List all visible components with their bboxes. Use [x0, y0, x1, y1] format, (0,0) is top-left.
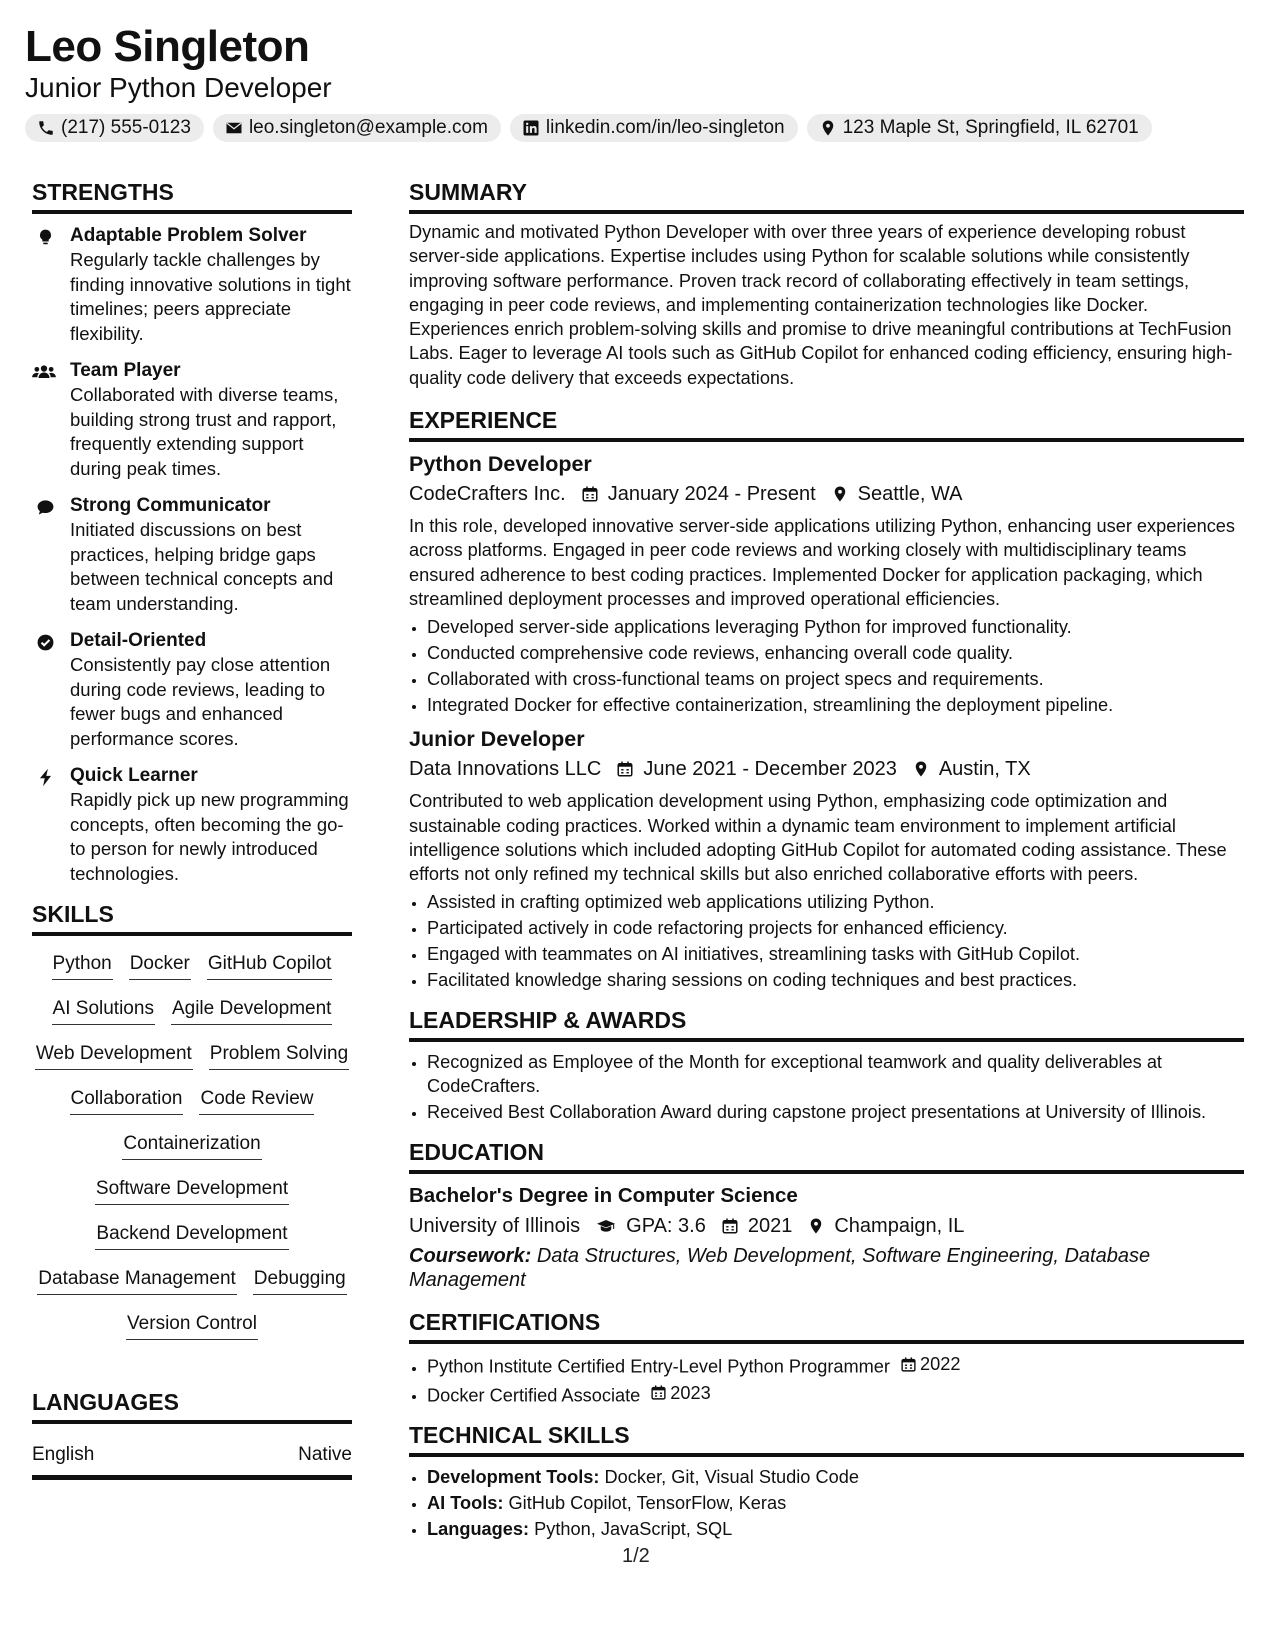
strength-title: Adaptable Problem Solver: [70, 225, 307, 246]
graduation-cap-icon: [595, 1217, 617, 1235]
skill-tag[interactable]: Agile Development: [171, 997, 332, 1025]
job-bullet: • Facilitated knowledge sharing sessions on coding techniques and best practices.: [427, 968, 1244, 992]
right-column: [409, 178, 1244, 1543]
location-pin-icon: [831, 485, 849, 503]
email-text: leo.singleton@example.com: [248, 117, 488, 138]
linkedin-contact[interactable]: [510, 114, 798, 142]
skill-tag[interactable]: Containerization: [122, 1132, 261, 1160]
award-item: • Recognized as Employee of the Month for exceptional teamwork and quality deliverables at CodeCrafters.: [427, 1050, 1244, 1098]
skill-tag[interactable]: Database Management: [37, 1267, 237, 1295]
cert-item: [427, 1381, 1244, 1408]
leadership-list: [409, 1050, 1244, 1124]
calendar-icon: [581, 485, 599, 503]
coursework-label: Coursework:: [409, 1245, 532, 1268]
location-pin-icon: [807, 1217, 825, 1235]
language-level: Native: [298, 1444, 352, 1465]
languages-heading: LANGUAGES: [32, 1388, 352, 1424]
skill-tag[interactable]: Code Review: [199, 1087, 314, 1115]
skill-tag[interactable]: Backend Development: [95, 1222, 288, 1250]
gpa: GPA: 3.6: [626, 1215, 706, 1238]
location-pin-icon: [912, 760, 930, 778]
job-entry: [409, 450, 1244, 717]
job-bullet: • Collaborated with cross-functional teams on project specs and requirements.: [427, 667, 1244, 691]
language-row: [32, 1444, 352, 1480]
address-contact[interactable]: [807, 114, 1152, 142]
calendar-icon: [721, 1217, 739, 1235]
tech-skill-label: Languages:: [427, 1519, 530, 1540]
job-bullet: • Conducted comprehensive code reviews, enhancing overall code quality.: [427, 641, 1244, 665]
page-number: 1/2: [622, 1545, 650, 1567]
skill-tag[interactable]: Collaboration: [70, 1087, 184, 1115]
phone-icon: [37, 119, 55, 137]
strength-title: Detail-Oriented: [70, 630, 207, 651]
skill-tag[interactable]: Version Control: [126, 1312, 258, 1340]
linkedin-text: linkedin.com/in/leo-singleton: [545, 117, 785, 138]
skill-tag[interactable]: Problem Solving: [209, 1042, 349, 1070]
skill-tag[interactable]: Debugging: [253, 1267, 347, 1295]
cert-name: Python Institute Certified Entry-Level Python Programmer: [427, 1356, 890, 1377]
skill-tag[interactable]: Software Development: [95, 1177, 289, 1205]
cert-name: Docker Certified Associate: [427, 1385, 641, 1406]
job-title: Junior Python Developer: [25, 72, 332, 103]
school-name: University of Illinois: [409, 1215, 581, 1238]
job-bullets: [409, 890, 1244, 992]
job-position: Junior Developer: [409, 727, 585, 752]
job-bullets: [409, 615, 1244, 717]
job-description: In this role, developed innovative server-side applications utilizing Python, enhancing user experiences across platforms. Engaged in peer code reviews and working closely with multidisciplinary teams ensured adherence to best coding practices. Implemented Docker for application packaging, which streamlined deployment processes and improved operational efficiencies.: [409, 516, 1235, 609]
job-dates: January 2024 - Present: [607, 483, 816, 506]
strength-desc: Collaborated with diverse teams, building strong trust and rapport, frequently extending support during peak times.: [70, 384, 339, 479]
users-icon: [32, 363, 56, 382]
skill-tag[interactable]: Web Development: [35, 1042, 193, 1070]
school-location: Champaign, IL: [834, 1215, 965, 1238]
job-dates: June 2021 - December 2023: [643, 758, 897, 781]
skill-tag[interactable]: Python: [52, 952, 113, 980]
job-description: Contributed to web application development using Python, emphasizing code optimization and sustainable coding practices. Worked within a dynamic team environment to implement artificial intelligence solutions which included adopting GitHub Copilot for automated coding assistance. These efforts not only refined my technical skills but also enriched collaborative efforts with peers.: [409, 791, 1227, 885]
strength-item: [32, 629, 352, 751]
phone-text: (217) 555-0123: [61, 117, 191, 138]
left-column: [32, 178, 352, 1480]
tech-skill-item: [427, 1517, 1244, 1541]
calendar-icon: [650, 1384, 667, 1401]
technical-skills-heading: TECHNICAL SKILLS: [409, 1421, 1244, 1457]
calendar-icon: [900, 1356, 917, 1373]
job-position: Python Developer: [409, 452, 592, 477]
tech-skill-value: GitHub Copilot, TensorFlow, Keras: [508, 1493, 787, 1514]
coursework-list: Data Structures, Web Development, Software Engineering, Database Management: [409, 1245, 1151, 1292]
strength-desc: Regularly tackle challenges by finding innovative solutions in tight timelines; peers appreciate flexibility.: [70, 249, 351, 344]
education-heading: EDUCATION: [409, 1138, 1244, 1174]
email-contact[interactable]: [213, 114, 501, 142]
bolt-icon: [36, 768, 55, 787]
cert-item: [427, 1352, 1244, 1379]
lightbulb-icon: [36, 228, 55, 247]
job-meta: [409, 480, 1244, 508]
tech-skill-label: AI Tools:: [427, 1493, 504, 1514]
check-circle-icon: [36, 633, 55, 652]
tech-skill-item: [427, 1465, 1244, 1489]
job-bullet: • Assisted in crafting optimized web applications utilizing Python.: [427, 890, 1244, 914]
address-text: 123 Maple St, Springfield, IL 62701: [842, 117, 1139, 138]
strength-item: [32, 764, 352, 886]
degree-title: Bachelor's Degree in Computer Science: [409, 1184, 798, 1208]
skill-tag[interactable]: AI Solutions: [52, 997, 155, 1025]
award-item: • Received Best Collaboration Award during capstone project presentations at University of Illinois.: [427, 1100, 1244, 1124]
job-bullet: • Developed server-side applications leveraging Python for improved functionality.: [427, 615, 1244, 639]
candidate-name: Leo Singleton: [25, 22, 310, 71]
envelope-icon: [225, 119, 243, 137]
experience-heading: EXPERIENCE: [409, 406, 1244, 442]
certifications-list: [409, 1352, 1244, 1407]
comment-icon: [36, 498, 55, 517]
leadership-heading: LEADERSHIP & AWARDS: [409, 1006, 1244, 1042]
strength-title: Team Player: [70, 360, 181, 381]
phone-contact[interactable]: [25, 114, 204, 142]
strength-item: [32, 224, 352, 346]
job-entry: [409, 725, 1244, 992]
tech-skill-value: Docker, Git, Visual Studio Code: [604, 1467, 859, 1488]
calendar-icon: [616, 760, 634, 778]
summary-text: Dynamic and motivated Python Developer with over three years of experience developing robust server-side applications. Expertise includes using Python for scalable solutions while consistently improving software performance. Proven track record of collaborating effectively in team settings, engaging in peer code reviews, and implementing containerization technologies like Docker. Experiences enrich problem-solving skills and promise to drive meaningful contributions at TechFusion Labs. Eager to leverage AI tools such as GitHub Copilot for enhanced coding efficiency, ensuring high-quality code delivery that exceeds expectations.: [409, 222, 1233, 388]
tech-skill-item: [427, 1491, 1244, 1515]
company-name: CodeCrafters Inc.: [409, 483, 566, 506]
job-bullet: • Engaged with teammates on AI initiatives, streamlining tasks with GitHub Copilot.: [427, 942, 1244, 966]
tech-skill-value: Python, JavaScript, SQL: [534, 1519, 733, 1540]
tech-skill-label: Development Tools:: [427, 1467, 600, 1488]
strength-item: [32, 494, 352, 616]
contact-bar: [25, 114, 1152, 142]
education-meta: [409, 1212, 1244, 1240]
strength-desc: Initiated discussions on best practices, helping bridge gaps between technical concepts and team understanding.: [70, 519, 334, 614]
strength-title: Strong Communicator: [70, 495, 271, 516]
language-name: English: [32, 1444, 95, 1465]
skills-list: [32, 952, 352, 1340]
strengths-heading: STRENGTHS: [32, 178, 352, 214]
strength-desc: Consistently pay close attention during code reviews, leading to fewer bugs and enhanced performance scores.: [70, 654, 331, 749]
strength-title: Quick Learner: [70, 765, 198, 786]
strengths-list: [32, 224, 352, 886]
strength-item: [32, 359, 352, 481]
cert-year: 2022: [919, 1354, 961, 1375]
skill-tag[interactable]: Docker: [129, 952, 191, 980]
skills-heading: SKILLS: [32, 900, 352, 936]
strength-desc: Rapidly pick up new programming concepts, often becoming the go-to person for newly introduced technologies.: [70, 789, 349, 884]
skill-tag[interactable]: GitHub Copilot: [207, 952, 333, 980]
job-bullet: • Integrated Docker for effective containerization, streamlining the deployment pipeline.: [427, 693, 1244, 717]
location-pin-icon: [819, 119, 837, 137]
job-location: Seattle, WA: [857, 483, 963, 506]
job-location: Austin, TX: [938, 758, 1031, 781]
technical-skills-list: [409, 1465, 1244, 1541]
graduation-year: 2021: [747, 1215, 793, 1238]
coursework: [409, 1244, 1244, 1292]
cert-year: 2023: [670, 1382, 711, 1403]
job-bullet: • Participated actively in code refactoring projects for enhanced efficiency.: [427, 916, 1244, 940]
certifications-heading: CERTIFICATIONS: [409, 1308, 1244, 1344]
job-meta: [409, 755, 1244, 783]
summary-heading: SUMMARY: [409, 178, 1244, 214]
linkedin-icon: [522, 119, 540, 137]
company-name: Data Innovations LLC: [409, 758, 602, 781]
